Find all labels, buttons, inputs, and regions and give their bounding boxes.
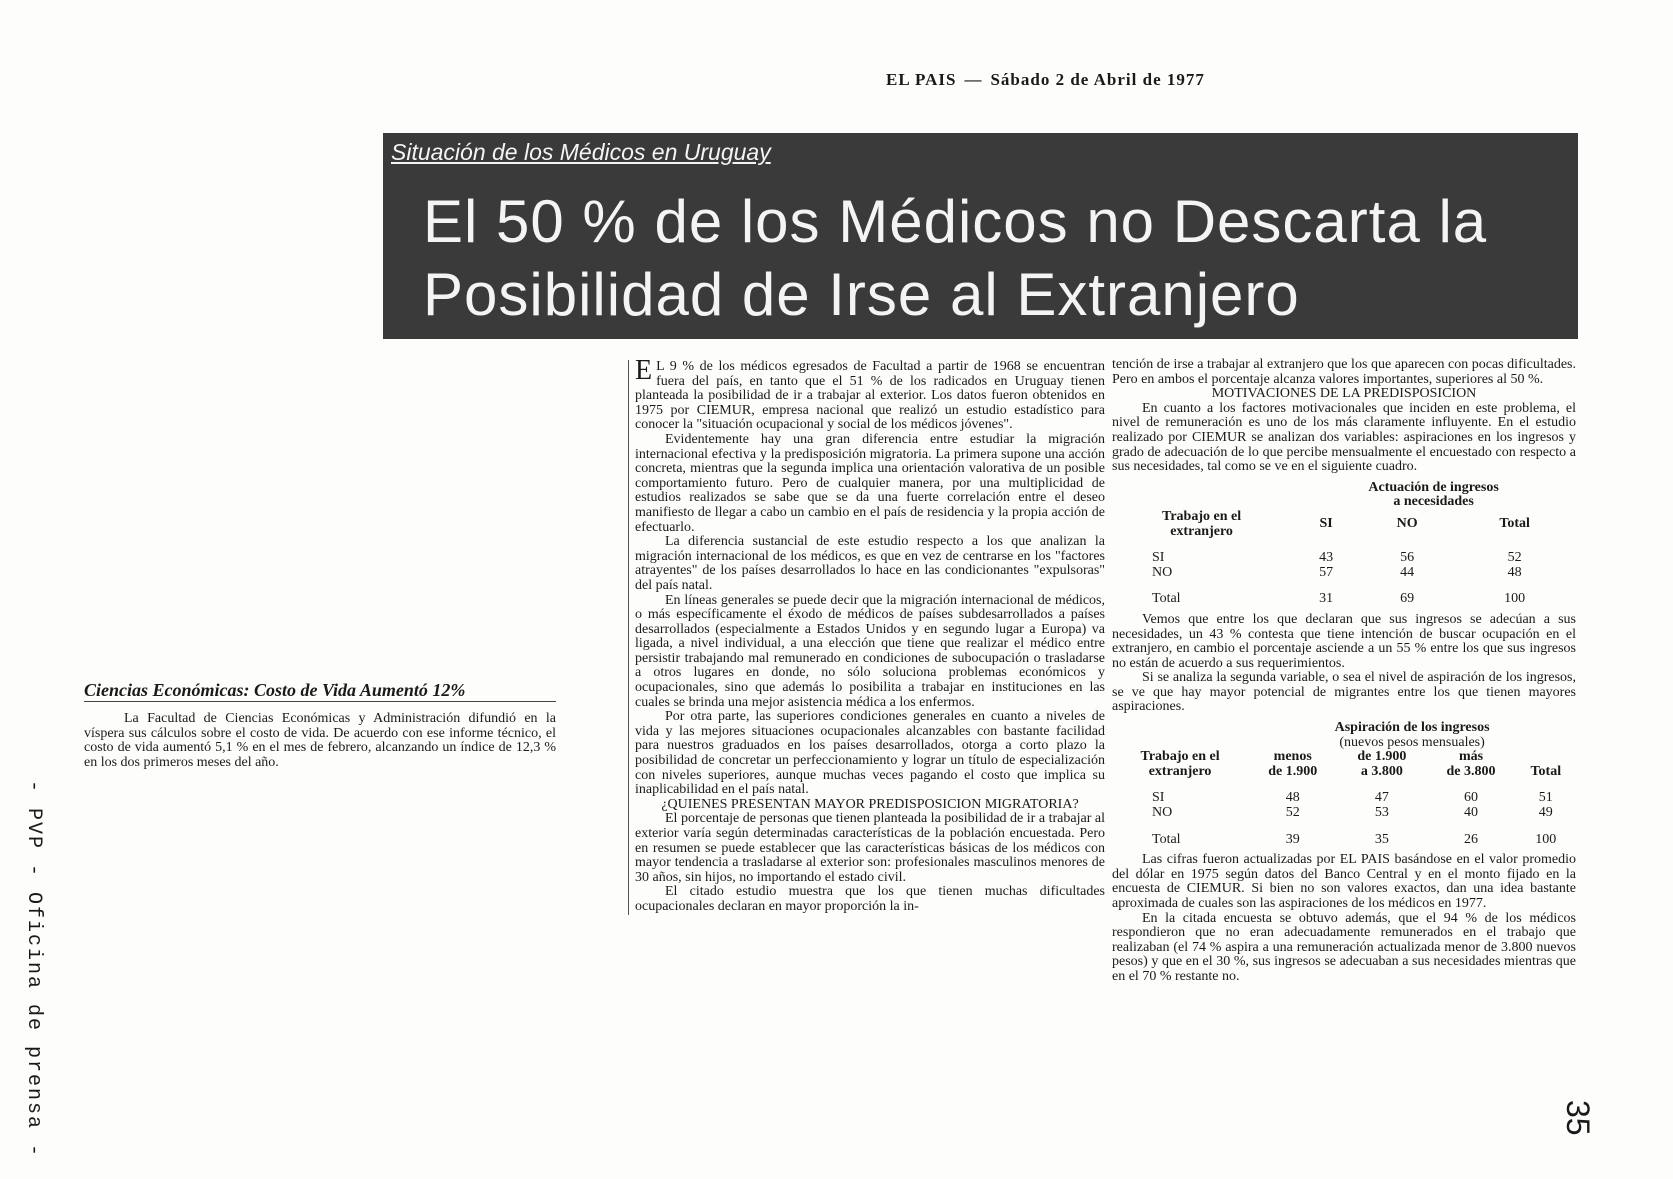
table-title-line-1: Actuación de ingresos: [1368, 479, 1499, 495]
paragraph: El citado estudio muestra que los que tienen muchas dificultades ocupacionales declaran en mayor proporción la in-: [635, 884, 1105, 914]
table-row: [1112, 791, 1576, 806]
column-header-bottom: de 1.900: [1268, 763, 1318, 779]
table-cell: 60: [1464, 790, 1479, 806]
column-header: [1337, 750, 1426, 779]
table-title-line-2: (nuevos pesos mensuales): [1339, 734, 1485, 750]
income-aspiration-table: [1112, 721, 1576, 847]
table-row: [1112, 551, 1576, 566]
table-cell: 39: [1285, 831, 1300, 847]
subheading: MOTIVACIONES DE LA PREDISPOSICION: [1211, 386, 1477, 402]
table-cell: 40: [1464, 805, 1479, 821]
row-label: SI: [1152, 550, 1165, 566]
table-cell: 49: [1538, 805, 1553, 821]
newspaper-name: EL PAIS: [886, 70, 957, 89]
side-article-title: Ciencias Económicas: Costo de Vida Aumentó 12%: [84, 680, 556, 702]
row-header-line-1: Trabajo en el: [1140, 749, 1220, 765]
column-header-bottom: a 3.800: [1360, 763, 1403, 779]
article-kicker: Situación de los Médicos en Uruguay: [391, 139, 771, 165]
table-cell: 48: [1507, 564, 1522, 580]
column-header-top: de 1.900: [1357, 749, 1407, 765]
row-header: [1112, 750, 1248, 779]
table-title: [1248, 721, 1576, 750]
row-header-line-2: extranjero: [1148, 763, 1212, 779]
column-header: [1426, 750, 1515, 779]
table-row: [1112, 592, 1576, 607]
table-cell: 52: [1285, 805, 1300, 821]
office-stamp: - PVP - Oficina de prensa -: [22, 780, 45, 1159]
table-cell: 69: [1400, 591, 1415, 607]
paragraph: En cuanto a los factores motivacionales que inciden en este problema, el nivel de remuneración es uno de los más claramente influyente. En el estudio realizado por CIEMUR se analizan dos variables: aspiraciones en los ingresos y grado de adecuación de lo que percibe mensualmente el encuestado con respecto a sus necesidades, tal como se ve en el siguiente cuadro.: [1112, 400, 1576, 475]
row-header: [1112, 510, 1291, 539]
table-cell: 31: [1319, 591, 1334, 607]
paragraph: [635, 355, 1105, 433]
column-header: SI: [1319, 516, 1333, 532]
paragraph: El porcentaje de personas que tienen planteada la posibilidad de ir a trabajar al exterior varía según determinadas características de la población encuestada. Pero en resumen se puede establecer que las características básicas de los médicos con mayor tendencia a trasladarse al exterior son: profesionales masculinos menores de 30 años, sin hijos, no importando el estado civil.: [635, 811, 1105, 885]
table-cell: 100: [1535, 831, 1557, 847]
table-cell: 26: [1464, 831, 1479, 847]
table-title-line-2: a necesidades: [1393, 494, 1474, 510]
table-cell: 53: [1374, 805, 1389, 821]
income-adequacy-table: [1112, 481, 1576, 607]
row-label: SI: [1152, 790, 1165, 806]
paragraph: La Facultad de Ciencias Económicas y Administración difundió en la víspera sus cálculos sobre el costo de vida. De acuerdo con ese informe técnico, el costo de vida aumentó 5,1 % en el mes de febrero, alcanzando un índice de 12,3 % en los dos primeros meses del año.: [84, 711, 556, 770]
column-header: Total: [1499, 516, 1530, 532]
publication-date: Sábado 2 de Abril de 1977: [990, 70, 1205, 89]
table-title: [1291, 481, 1576, 510]
table-cell: 47: [1374, 790, 1389, 806]
table-cell: 56: [1400, 550, 1415, 566]
masthead: [886, 70, 1205, 90]
table-cell: 100: [1504, 591, 1526, 607]
row-label: Total: [1152, 831, 1181, 847]
table-cell: 35: [1374, 831, 1389, 847]
paragraph: La diferencia sustancial de este estudio respecto a los que analizan la migración internacional de los médicos, es que en vez de centrarse en los "factores atrayentes" de los países desarrollados lo hace en las condicionantes "expulsoras" del país natal.: [635, 534, 1105, 593]
column-header-top: más: [1458, 749, 1484, 765]
table-row: [1112, 566, 1576, 581]
column-header-bottom: Total: [1530, 763, 1562, 779]
drop-cap: E: [635, 355, 653, 386]
table-cell: 51: [1538, 790, 1553, 806]
column-header: [1248, 750, 1337, 779]
masthead-dash: —: [964, 70, 983, 89]
row-label: NO: [1152, 564, 1173, 580]
paragraph: En líneas generales se puede decir que la migración internacional de médicos, o más específicamente el éxodo de médicos de países subdesarrollados a países desarrollados (especialmente a Estados Unidos y en segundo lugar a Europa) va ligada, a nivel individual, a una elección que tiene que realizar el médico entre persistir trabajando mal remunerado en condiciones de subocupación o trasladarse a otros lugares en donde, no sólo soluciona problemas económicos y ocupacionales, sino que además lo posibilita a trabajar en instituciones en las cuales se brinda una mejor asistencia médica a los enfermos.: [635, 592, 1105, 710]
row-label: Total: [1152, 591, 1181, 607]
paragraph-text: L 9 % de los médicos egresados de Facultad a partir de 1968 se encuentran fuera del país, en tanto que el 51 % de los radicados en Uruguay tienen planteada la posibilidad de ir a trabajar al exterior. Los datos fueron obtenidos en 1975 por CIEMUR, empresa nacional que realizó un estudio estadístico para conocer la "situación ocupacional y social de los médicos jóvenes".: [635, 359, 1105, 433]
table-title-line-1: Aspiración de los ingresos: [1334, 720, 1490, 736]
column-header-bottom: de 3.800: [1446, 763, 1496, 779]
paragraph: Si se analiza la segunda variable, o sea el nivel de aspiración de los ingresos, se ve que hay mayor potencial de migrantes entre los que tienen mayores aspiraciones.: [1112, 670, 1576, 715]
article-headline: [423, 185, 1573, 331]
headline-line-1: El 50 % de los Médicos no Descarta la: [423, 188, 1488, 255]
table-cell: 43: [1319, 550, 1334, 566]
table-row: [1112, 806, 1576, 821]
paragraph: En la citada encuesta se obtuvo además, que el 94 % de los médicos respondieron que no eran adecuadamente remunerados en el trabajo que realizaban (el 74 % aspira a una remuneración actualizada menor de 3.800 nuevos pesos) y que en el 30 %, sus ingresos se adecuaban a sus necesidades mientras que en el 70 % restante no.: [1112, 910, 1576, 984]
column-header-top: menos: [1273, 749, 1312, 765]
column-header: NO: [1396, 516, 1418, 532]
paragraph: Vemos que entre los que declaran que sus ingresos se adecúan a sus necesidades, un 43 % contesta que tiene intención de buscar ocupación en el extranjero, en cambio el porcentaje asciende a un 55 % entre los que sus ingresos no están de acuerdo a sus requerimientos.: [1112, 611, 1576, 671]
table-cell: 44: [1400, 564, 1415, 580]
side-article-body: [84, 712, 556, 770]
table-cell: 57: [1319, 564, 1334, 580]
table-cell: 48: [1285, 790, 1300, 806]
headline-line-2: Posibilidad de Irse al Extranjero: [423, 261, 1300, 328]
paragraph: Evidentemente hay una gran diferencia entre estudiar la migración internacional efectiva y la predisposición migratoria. La primera supone una acción concreta, mientras que la segunda implica una orientación valorativa de un posible comportamiento futuro. Pero de cualquier manera, por una multiplicidad de estudios realizados se sabe que se da una fuerte correlación entre el deseo manifiesto de llegar a cabo un cambio en el país de residencia y la propia acción de efectuarlo.: [635, 431, 1105, 535]
row-header-line-1: Trabajo en el: [1162, 508, 1242, 524]
paragraph: tención de irse a trabajar al extranjero que los que aparecen con pocas dificultades. Pero en ambos el porcentaje alcanza valores importantes, superiores al 50 %.: [1112, 357, 1576, 387]
column-header: [1516, 750, 1576, 779]
subheading: ¿QUIENES PRESENTAN MAYOR PREDISPOSICION MIGRATORIA?: [661, 796, 1079, 812]
article-column-2: [1112, 358, 1576, 985]
page-number: 35: [1560, 1100, 1596, 1136]
article-column-1: [628, 355, 1105, 915]
paragraph: Por otra parte, las superiores condiciones generales en cuanto a niveles de vida y las mejores situaciones ocupacionales alcanzables con bastante facilidad para nuestros graduados en los países desarrollados, otorga a corto plazo la posibilidad de concretar un perfeccionamiento y lograr un título de especialización con niveles superiores, aunque muchas veces pagando el costo que implica su inaplicabilidad en el país natal.: [635, 709, 1105, 798]
headline-box: [383, 133, 1578, 339]
paragraph: Las cifras fueron actualizadas por EL PAIS basándose en el valor promedio del dólar en 1975 según datos del Banco Central y en el monto fijado en la encuesta de CIEMUR. Si bien no son valores exactos, dan una idea bastante aproximada de cuales son las aspiraciones de los médicos en 1977.: [1112, 852, 1576, 911]
table-cell: 52: [1507, 550, 1522, 566]
row-header-line-2: extranjero: [1170, 523, 1233, 539]
table-row: [1112, 833, 1576, 848]
row-label: NO: [1152, 805, 1173, 821]
